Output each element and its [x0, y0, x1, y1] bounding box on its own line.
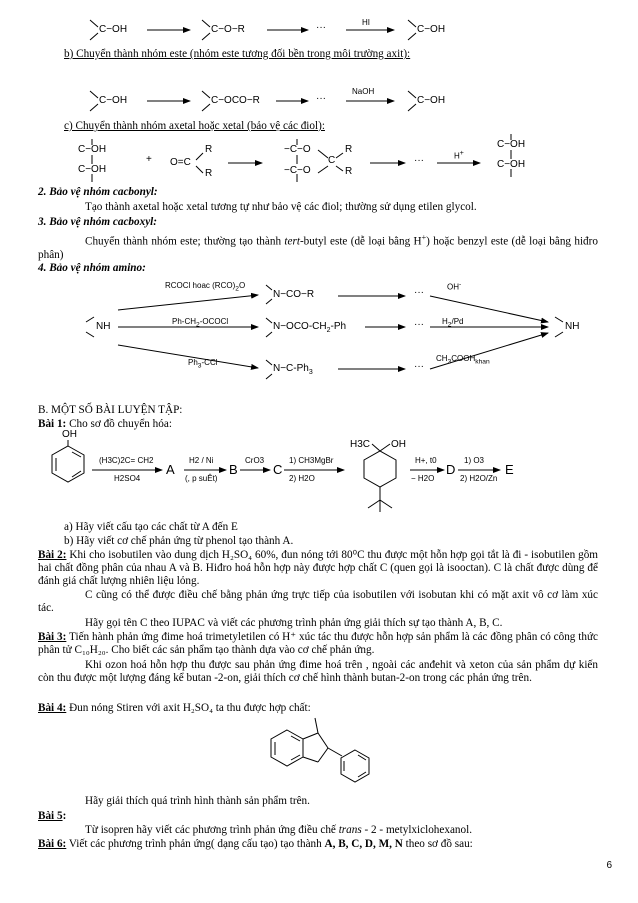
reactant-alcohol-2: C−OH	[99, 95, 128, 106]
reagent-pressure: (, p suÊt)	[185, 474, 218, 483]
bai3-text: Bài 3: Tiến hành phản ứng đime hoá trimetyletilen có H⁺ xúc tác thu được hỗn hợp sản phẩm là các đồng phân có công thức phân tử C₁₀H₂₀. Cho biết các sản phẩm tạo thành dựa vào cơ chế phản ứng.	[38, 631, 599, 656]
reagent-h2so4: H2SO4	[114, 474, 141, 483]
reagent-ozone: 1) O3	[464, 456, 485, 465]
ketone: O=C	[170, 157, 191, 168]
reagent-h: H+	[454, 150, 464, 161]
section-3-title: 3. Bảo vệ nhóm cacboxyl:	[38, 216, 158, 228]
section-2-text: Tạo thành axetal hoặc xetal tương tự như bảo vệ các điol; thường sử dụng etilen glycol.	[85, 201, 477, 213]
reagent-heat: H+, t0	[415, 456, 437, 465]
ester-intermediate: C−OCO−R	[211, 95, 260, 106]
section-4-title: 4. Bảo vệ nhóm amino:	[38, 262, 146, 274]
bai1-line: Bài 1: Cho sơ đồ chuyển hóa:	[38, 418, 172, 430]
ellipsis: ···	[316, 93, 326, 104]
reagent-h2ni: H2 / Ni	[189, 456, 214, 465]
ketal-center: C	[328, 155, 336, 166]
bai1-part-a: a) Hãy viết cấu tạo các chất từ A đến E	[64, 521, 238, 533]
ketone-r1: R	[205, 144, 213, 155]
reagent-zn: 2) H2O/Zn	[460, 474, 498, 483]
ketal-r1: R	[345, 144, 353, 155]
ketal-c2: −C−O	[284, 165, 311, 176]
bai5-label: Bài 5:	[38, 810, 67, 822]
reagent-trityl: $Ph_3$-CCl	[188, 358, 218, 370]
diol-top: C−OH	[78, 144, 107, 155]
reagent-water: 2) H2O	[289, 474, 315, 483]
bai4-text: Bài 4: Đun nóng Stiren với axit H₂SO₄ ta thu được hợp chất:	[38, 702, 311, 714]
bai3-para2: Khi ozon hoá hỗn hợp thu được sau phản ứng đime hoá trên , ngoài các anđehit và xeton của sản phẩm dự kiến còn thu được một lượng đáng kể butan -2-on, giải thích cơ chế hình thành butan-2-on trong các phản ứng trên.	[38, 659, 598, 684]
diol-product-bottom: C−OH	[497, 159, 526, 170]
bai6-text: Bài 6: Viết các phương trình phản ứng( dạng cấu tạo) tạo thành A, B, C, D, M, N theo sơ đồ sau:	[38, 838, 473, 850]
reagent-isobutene: (H3C)2C= CH2	[99, 456, 154, 465]
ketone-r2: R	[205, 168, 213, 179]
diol-product-top: C−OH	[497, 139, 526, 150]
bai4-question: Hãy giải thích quá trình hình thành sản phẩm trên.	[85, 795, 310, 807]
heading-ester: b) Chuyển thành nhóm este (nhóm este tương đối bền trong môi trường axit):	[64, 48, 411, 60]
reagent-dehydrate: − H2O	[411, 474, 435, 483]
ketal-r2: R	[345, 166, 353, 177]
heading-acetal: c) Chuyển thành nhóm axetal hoặc xetal (bảo vệ các điol):	[64, 120, 325, 132]
amine-end: NH	[565, 321, 580, 332]
cleave-acid: $CH_3COOH_{khan}$	[436, 354, 490, 366]
ellipsis: ···	[414, 319, 424, 330]
ether-intermediate: C−O−R	[211, 24, 245, 35]
trityl-product: $N-C-Ph_3$	[273, 363, 313, 376]
compound-b: B	[229, 462, 238, 477]
ellipsis: ···	[414, 361, 424, 372]
cleave-h2pd: $H_2/Pd$	[442, 317, 464, 329]
ellipsis: ···	[414, 155, 424, 166]
reactant-alcohol: C−OH	[99, 24, 128, 35]
methyl-label: H3C	[350, 439, 371, 450]
bai1-part-b: b) Hãy viết cơ chế phản ứng từ phenol tạo thành A.	[64, 535, 294, 547]
product-alcohol-2: C−OH	[417, 95, 446, 106]
bai2-para3: Hãy gọi tên C theo IUPAC và viết các phương trình phản ứng giải thích sự tạo thành A, B, C.	[85, 617, 503, 629]
ellipsis: ···	[316, 22, 326, 33]
carbamate-product: $N-OCO-CH_2-Ph$	[273, 321, 347, 334]
reagent-acyl: RCOCl hoac $(RCO)_2O$	[165, 281, 246, 293]
compound-c: C	[273, 462, 283, 477]
reagent-cro3: CrO3	[245, 456, 265, 465]
section-3-text: Chuyển thành nhóm este; thường tạo thành tert-butyl este (dễ loại bằng H+) hoặc benzyl este (dễ loại bằng hiđro phân)	[38, 233, 598, 261]
ketal-c1: −C−O	[284, 144, 311, 155]
amine-start: NH	[96, 321, 111, 332]
plus-sign: +	[146, 154, 152, 165]
product-alcohol: C−OH	[417, 24, 446, 35]
compound-d: D	[446, 462, 456, 477]
reagent-hi: HI	[362, 18, 370, 27]
reagent-naoh: NaOH	[352, 87, 375, 96]
bai2-text: Bài 2: Khi cho isobutilen vào dung dịch H₂SO₄ 60%, đun nóng tới 80⁰C thu được một hỗn hợp gọi tắt là đi - isobutilen gồm hai chất đồng phân của nhau A và B. Hiđro hoá hỗn hợp này được hợp chất C (quen gọi là isooctan). C là chất được dùng để đánh giá chất lượng nhiên liệu lỏng.	[38, 549, 598, 587]
compound-e: E	[505, 462, 514, 477]
reagent-cbz: $Ph-CH_2$-OCOCl	[172, 317, 229, 329]
part-b-title: B. MỘT SỐ BÀI LUYỆN TẬP:	[38, 404, 183, 416]
compound-a: A	[166, 462, 175, 477]
phenol-oh: OH	[62, 429, 77, 440]
hydroxyl-label: OH	[391, 439, 406, 450]
cleave-oh: OH-	[447, 281, 462, 292]
reagent-grignard: 1) CH3MgBr	[289, 456, 334, 465]
bai5-text: Từ isopren hãy viết các phương trình phản ứng điều chế trans - 2 - metylxiclohexanol.	[85, 824, 473, 836]
section-2-title: 2. Bảo vệ nhóm cacbonyl:	[38, 186, 158, 198]
amide-product: N−CO−R	[273, 289, 315, 300]
diol-bottom: C−OH	[78, 164, 107, 175]
ellipsis: ···	[414, 287, 424, 298]
page-number: 6	[606, 860, 612, 871]
bai2-para2: C cũng có thể được điều chế bằng phản ứng trực tiếp của isobutilen với isobutan khi có mặt axit vô cơ làm xúc tác.	[38, 589, 598, 614]
